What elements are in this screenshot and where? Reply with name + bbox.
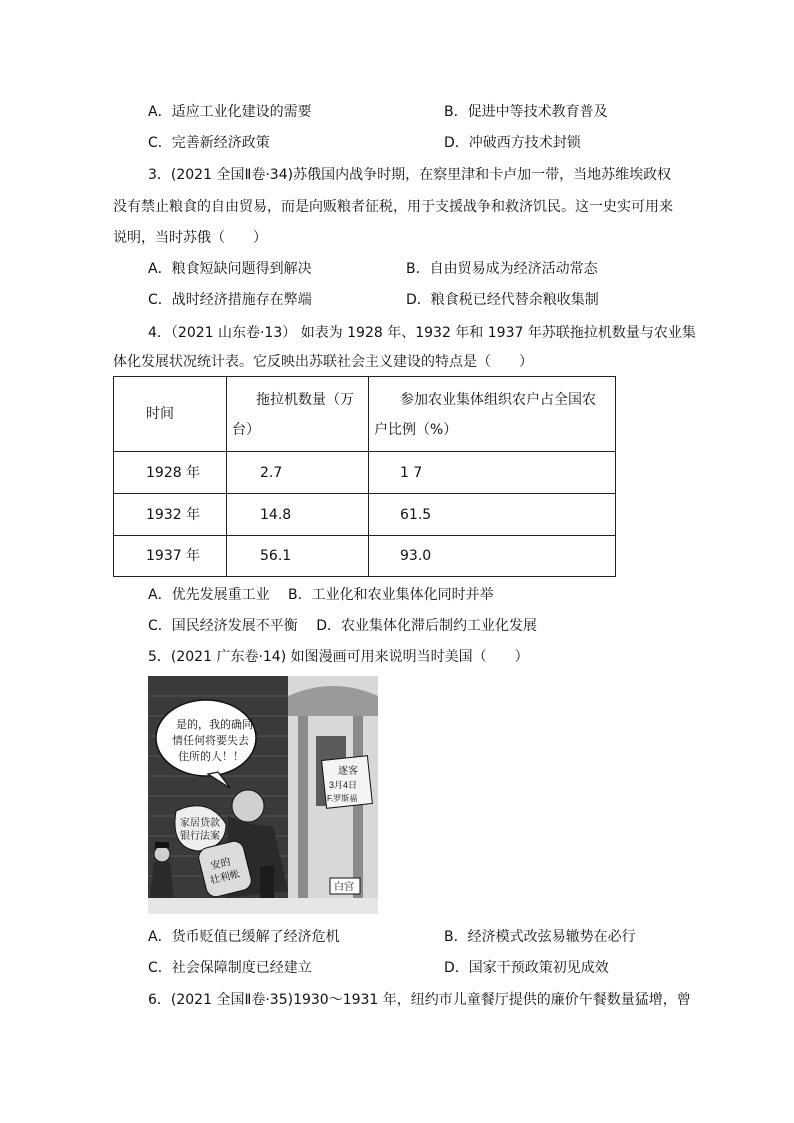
q4-options-line1: A．优先发展重工业 B．工业化和农业集体化同时并举 — [148, 587, 494, 603]
q6-stem-line1: 6．(2021 全国Ⅱ卷·35)1930～1931 年，纽约市儿童餐厅提供的廉价午餐数量猛增，曾 — [148, 992, 691, 1008]
notice-text-line2: 3月4日 — [329, 780, 358, 790]
q2-option-b: B．促进中等技术教育普及 — [444, 104, 608, 120]
q4-options-line2: C．国民经济发展不平衡 D．农业集体化滞后制约工业化发展 — [148, 618, 538, 634]
q2-option-d: D．冲破西方技术封锁 — [444, 135, 581, 151]
q3-stem-line2: 没有禁止粮食的自由贸易，而是向贩粮者征税，用于支援战争和救济饥民。这一史实可用来 — [113, 199, 673, 215]
q3-option-d: D．粮食税已经代替余粮收集制 — [406, 292, 599, 308]
table-cell-ratio: 93.0 — [400, 548, 432, 564]
bag-text-line2: 银行法案 — [180, 831, 220, 842]
q4-stem-line2: 体化发展状况统计表。它反映出苏联社会主义建设的特点是（ ） — [113, 354, 533, 370]
q5-option-d: D．国家干预政策初见成效 — [444, 960, 609, 976]
barrel-text-line1: 安的 — [209, 856, 232, 873]
table-cell-year: 1928 年 — [146, 465, 201, 481]
notice-text-line3: F.罗斯福 — [327, 794, 358, 803]
table-cell-ratio: 61.5 — [400, 507, 432, 523]
table-cell-tractors: 14.8 — [260, 507, 292, 523]
table-header-collective-line1: 参加农业集体组织农户占全国农 — [400, 392, 596, 408]
speech-text-line3: 住所的人！！ — [178, 751, 244, 763]
q3-stem-line1: 3．(2021 全国Ⅱ卷·34)苏俄国内战争时期，在察里津和卡卢加一带，当地苏维埃政权 — [148, 167, 672, 183]
speech-text-line2: 情任何将要失去 — [172, 735, 249, 747]
table-header-tractor-line2: 台） — [232, 422, 260, 438]
q3-option-a: A．粮食短缺问题得到解决 — [148, 261, 312, 277]
statistics-table — [113, 376, 616, 577]
table-header-time: 时间 — [146, 406, 174, 422]
notice-text-line1: 逐客 — [338, 766, 358, 777]
table-cell-tractors: 56.1 — [260, 548, 292, 564]
table-cell-year: 1937 年 — [146, 548, 201, 564]
barrel-text-line2: 壮利帐 — [209, 868, 242, 887]
speech-text-line1: 是的，我的确同 — [176, 719, 253, 731]
q5-stem-line1: 5．(2021 广东卷·14) 如图漫画可用来说明当时美国（ ） — [148, 649, 529, 665]
q5-option-b: B．经济模式改弦易辙势在必行 — [444, 929, 636, 945]
table-cell-year: 1932 年 — [146, 507, 201, 523]
q3-stem-line3: 说明，当时苏俄（ ） — [113, 230, 267, 246]
white-house-sign-text: 白宫 — [334, 882, 354, 893]
q2-option-c: C．完善新经济政策 — [148, 135, 270, 151]
q3-option-b: B．自由贸易成为经济活动常态 — [406, 261, 598, 277]
bag-text-line1: 家居贷款 — [180, 818, 220, 829]
political-cartoon — [148, 676, 378, 914]
q5-option-a: A．货币贬值已缓解了经济危机 — [148, 929, 340, 945]
table-cell-ratio: 1 7 — [400, 465, 423, 481]
q5-option-c: C．社会保障制度已经建立 — [148, 960, 312, 976]
q4-stem-line1: 4．（2021 山东卷·13） 如表为 1928 年、1932 年和 1937 年苏联拖拉机数量与农业集 — [148, 325, 696, 341]
table-header-tractor-line1: 拖拉机数量（万 — [256, 392, 354, 408]
q2-option-a: A．适应工业化建设的需要 — [148, 104, 312, 120]
table-header-collective-line2: 户比例（%） — [374, 422, 458, 438]
q3-option-c: C．战时经济措施存在弊端 — [148, 292, 312, 308]
table-cell-tractors: 2.7 — [260, 465, 283, 481]
